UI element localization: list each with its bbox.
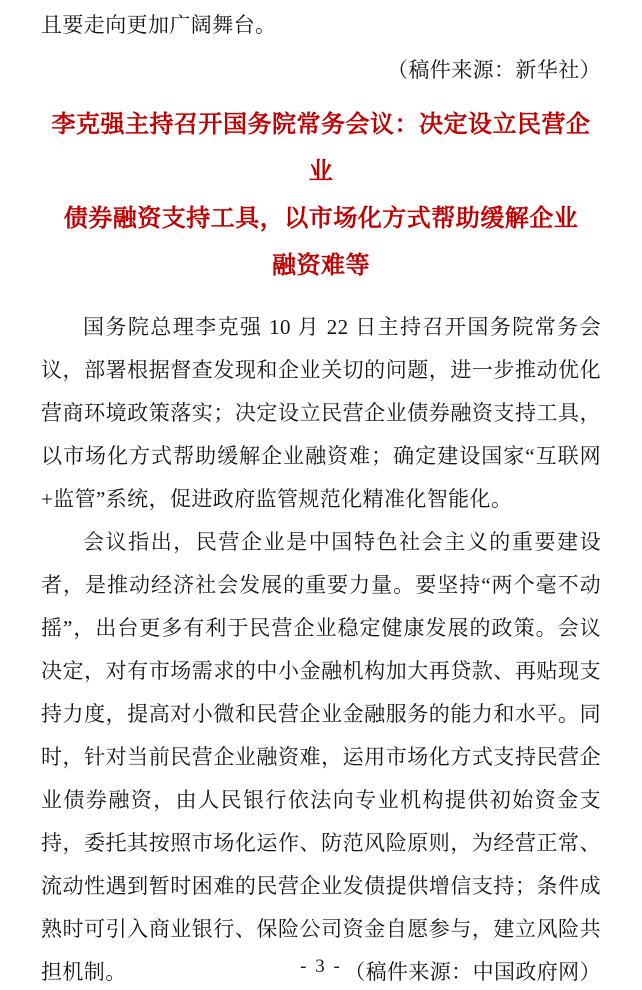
- body-paragraph-1-text: 国务院总理李克强 10 月 22 日主持召开国务院常务会议，部署根据督查发现和企业关切的问题，进一步推动优化营商环境政策落实；决定设立民营企业债券融资支持工具，以市场化方式帮助缓解企业融资难；确定建设国家“互联网+监管”系统，促进政府监管规范化精准化智能化。: [41, 315, 601, 511]
- body-paragraph-1: [41, 306, 601, 521]
- prev-article-tail: 且要走向更加广阔舞台。: [41, 13, 277, 37]
- doc-title-line-1: 李克强主持召开国务院常务会议：决定设立民营企业: [51, 112, 591, 185]
- source-attribution-xinhua: （稿件来源：新华社）: [387, 58, 601, 82]
- body-paragraph-2: [41, 521, 601, 990]
- article-body: [41, 306, 601, 990]
- doc-title-line-3: 融资难等: [272, 253, 370, 279]
- page-number: - 3 -: [300, 956, 342, 977]
- body-paragraph-2-text: 会议指出，民营企业是中国特色社会主义的重要建设者，是推动经济社会发展的重要力量。要坚持“两个毫不动摇”，出台更多有利于民营企业稳定健康发展的政策。会议决定，对有市场需求的中小金融机构加大再贷款、再贴现支持力度，提高对小微和民营企业金融服务的能力和水平。同时，针对当前民营企业融资难，运用市场化方式支持民营企业债券融资，由人民银行依法向专业机构提供初始资金支持，委托其按照市场化运作、防范风险原则，为经营正常、流动性遇到暂时困难的民营企业发债提供增信支持；条件成熟时可引入商业银行、保险公司资金自愿参与，建立风险共担机制。: [41, 530, 601, 984]
- doc-title-line-2: 债券融资支持工具，以市场化方式帮助缓解企业: [63, 206, 579, 232]
- source-attribution-gov: （稿件来源：中国政府网）: [344, 960, 601, 984]
- doc-title: [41, 102, 601, 290]
